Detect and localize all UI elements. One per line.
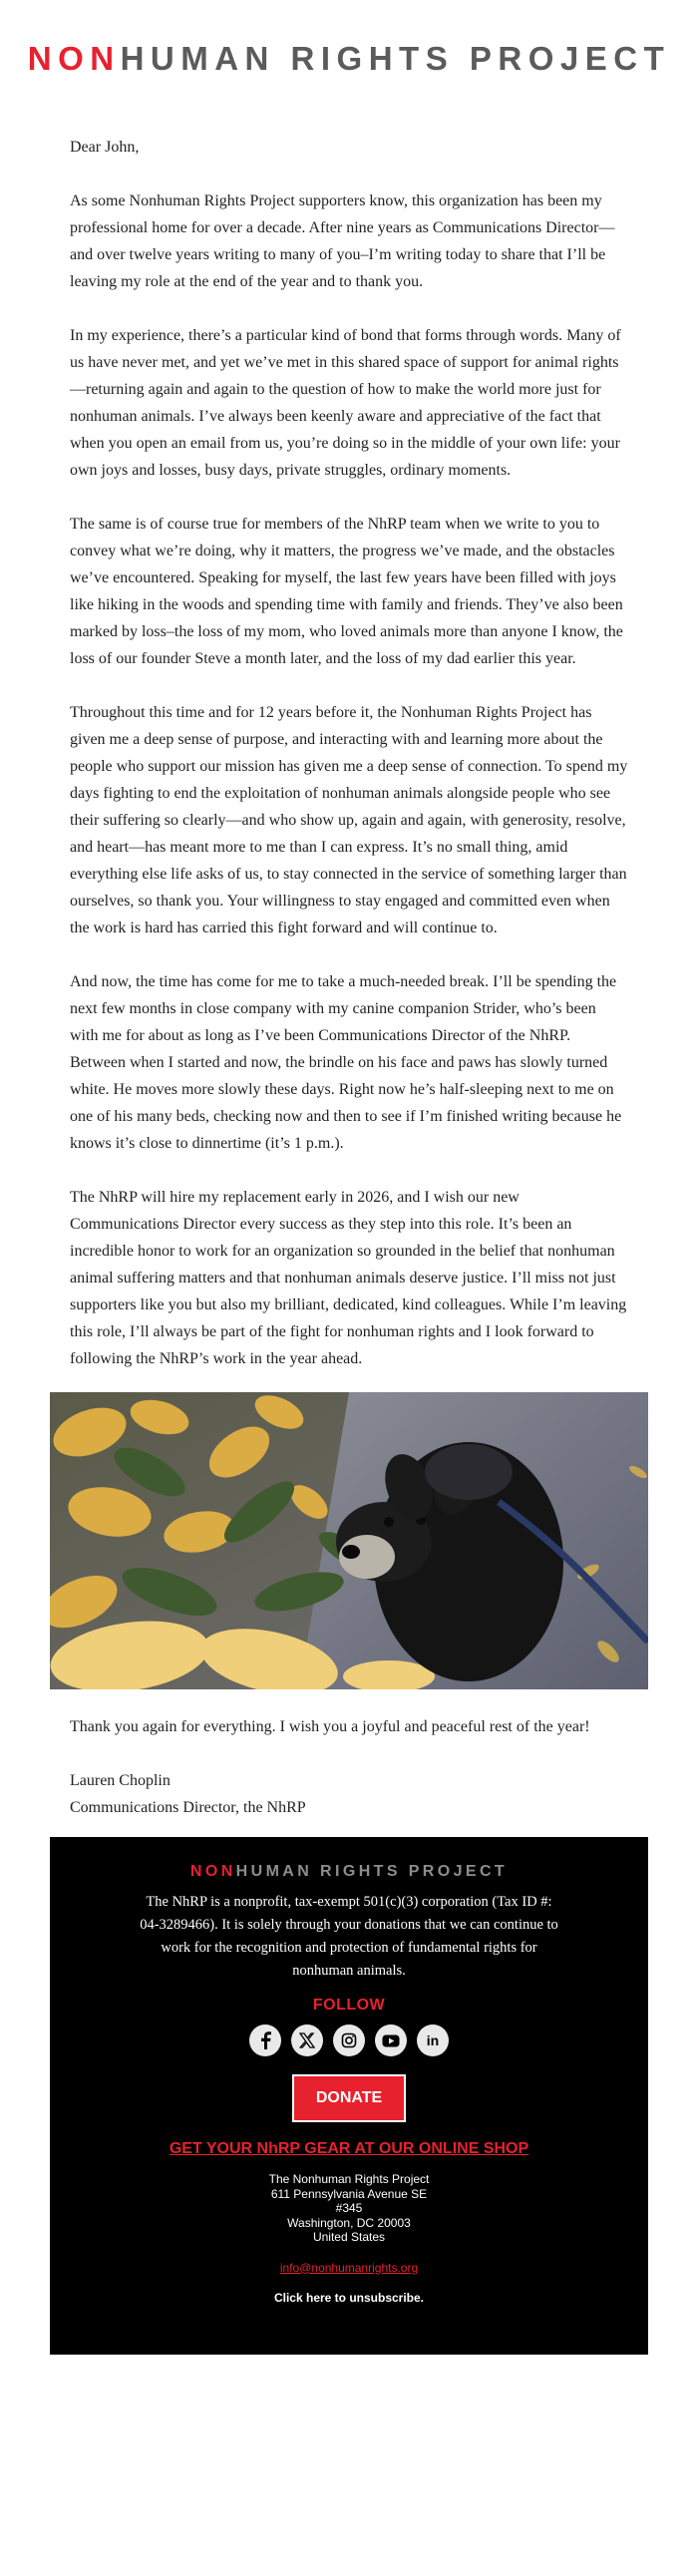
signature-title: Communications Director, the NhRP: [70, 1799, 306, 1816]
footer-blurb: The NhRP is a nonprofit, tax-exempt 501(c)(3) corporation (Tax ID #: 04-3289466). It is solely through your donations that we can continue to work for the recognition and protection of fundamental rights for nonhuman animals.: [140, 1894, 558, 1979]
paragraph-3: The same is of course true for members of the NhRP team when we write to you to convey what we’re doing, why it matters, the progress we’ve made, and the obstacles we’ve encountered. Speaking for myself, the last few years have been filled with joys like hiking in the woods and spending time with family and friends. They’ve also been marked by loss–the loss of my mom, who loved animals more than anyone I know, the loss of our founder Steve a month later, and the loss of my dad earlier this year.: [70, 516, 623, 667]
instagram-icon[interactable]: [333, 2024, 365, 2056]
mailing-address: [50, 2172, 648, 2245]
social-links: [50, 2024, 648, 2056]
unsubscribe-link[interactable]: Click here to unsubscribe.: [273, 2290, 425, 2305]
address-line-3: #345: [335, 2201, 363, 2215]
dog-photo: [50, 1392, 648, 1689]
address-line-2: 611 Pennsylvania Avenue SE: [270, 2186, 428, 2201]
paragraph-2: In my experience, there’s a particular kind of bond that forms through words. Many of us have never met, and yet we’ve met in this shared space of support for animal rights—returning again and again to the question of how to make the world more just for nonhuman animals. I’ve always been keenly aware and appreciative of the fact that when you open an email from us, you’re doing so in the middle of your own life: your own joys and losses, busy days, private struggles, ordinary moments.: [70, 327, 621, 479]
paragraph-6: The NhRP will hire my replacement early in 2026, and I wish our new Communications Director every success as they step into this role. It’s been an incredible honor to work for an organization so grounded in the belief that nonhuman animal suffering matters and that nonhuman animals deserve justice. I’ll miss not just supporters like you but also my brilliant, dedicated, kind colleagues. While I’m leaving this role, I’ll always be part of the fight for nonhuman rights and I look forward to following the NhRP’s work in the year ahead.: [70, 1189, 627, 1367]
signature-name: Lauren Choplin: [70, 1772, 171, 1789]
follow-label: FOLLOW: [312, 1997, 386, 2014]
contact-email-link[interactable]: info@nonhumanrights.org: [279, 2260, 419, 2275]
footer-logo-red: NON: [189, 1863, 236, 1880]
paragraph-4: Throughout this time and for 12 years before it, the Nonhuman Rights Project has given me a deep sense of purpose, and interacting with and learning more about the people who support our mission has given me a deep sense of connection. To spend my days fighting to end the exploitation of nonhuman animals alongside people who see their suffering so clearly—and who show up, again and again, with generosity, resolve, and heart—has meant more to me than I can express. It’s no small thing, amid everything else life asks of us, to stay connected in the service of something larger than ourselves, so thank you. Your willingness to stay engaged and committed even when the work is hard has carried this fight forward and will continue to.: [70, 704, 628, 936]
footer-logo[interactable]: [50, 1863, 648, 1881]
logo-red-part: NON: [27, 40, 121, 77]
closing-line: Thank you again for everything. I wish you a joyful and peaceful rest of the year!: [70, 1718, 590, 1735]
nhrp-logo[interactable]: [28, 40, 671, 78]
footer-logo-grey: HUMAN RIGHTS PROJECT: [235, 1863, 509, 1880]
paragraph-5: And now, the time has come for me to take a much-needed break. I’ll be spending the next few months in close company with my canine companion Strider, who’s been with me for about as long as I’ve been Communications Director of the NhRP. Between when I started and now, the brindle on his face and paws has slowly turned white. He moves more slowly these days. Right now he’s half-sleeping next to me on one of his many beds, checking now and then to see if I’m finished writing because he knows it’s close to dinnertime (it’s 1 p.m.).: [70, 973, 622, 1152]
paragraph-1: As some Nonhuman Rights Project supporters know, this organization has been my professional home for over a decade. After nine years as Communications Director—and over twelve years writing to many of you–I’m writing today to share that I’ll be leaving my role at the end of the year and to thank you.: [70, 192, 615, 290]
facebook-icon[interactable]: [249, 2024, 281, 2056]
footer: [50, 1837, 648, 2355]
x-icon[interactable]: [291, 2024, 323, 2056]
donate-button[interactable]: DONATE: [292, 2074, 406, 2122]
closing-section: [0, 1689, 698, 1821]
header: [0, 0, 698, 118]
youtube-icon[interactable]: [375, 2024, 407, 2056]
letter-body: [0, 118, 698, 1372]
greeting: Dear John,: [70, 139, 140, 156]
linkedin-icon[interactable]: in: [417, 2024, 449, 2056]
address-line-1: The Nonhuman Rights Project: [268, 2172, 430, 2186]
address-line-5: United States: [312, 2230, 386, 2244]
address-line-4: Washington, DC 20003: [287, 2215, 411, 2230]
signature: [70, 1767, 628, 1821]
logo-grey-part: HUMAN RIGHTS PROJECT: [120, 40, 671, 77]
shop-gear-link[interactable]: GET YOUR NhRP GEAR AT OUR ONLINE SHOP: [169, 2140, 529, 2157]
